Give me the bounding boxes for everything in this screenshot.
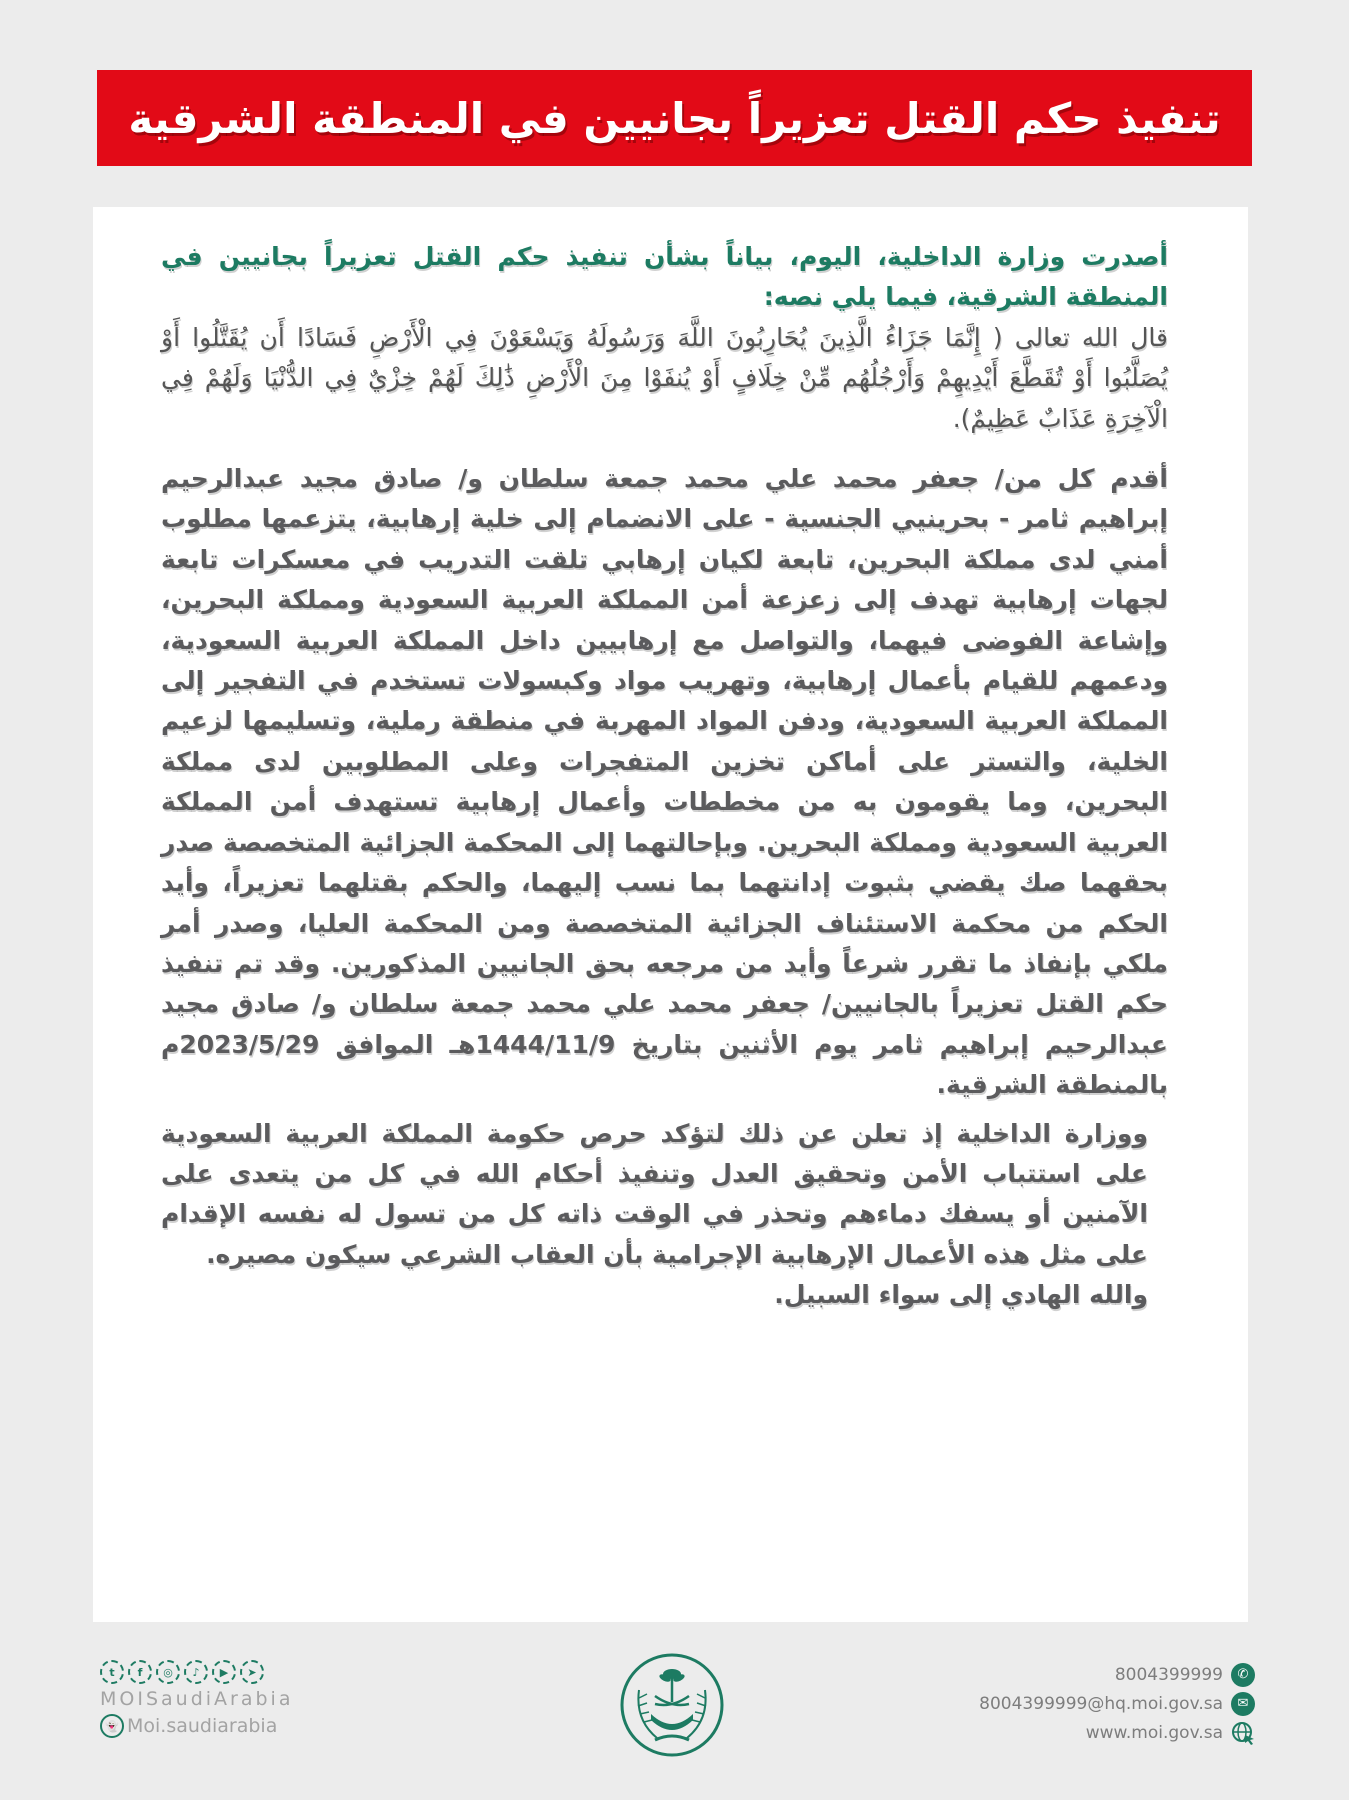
snapchat-icon[interactable]: 👻 bbox=[100, 1714, 124, 1738]
globe-icon bbox=[1231, 1721, 1255, 1745]
phone-number[interactable]: 8004399999 bbox=[1114, 1664, 1223, 1685]
statement-content bbox=[161, 237, 1168, 1316]
social-block bbox=[100, 1660, 320, 1738]
email-icon: ✉ bbox=[1231, 1692, 1255, 1716]
headline-banner bbox=[97, 70, 1252, 166]
social-handle: MOISaudiArabia bbox=[100, 1688, 294, 1710]
statement-closing: ووزارة الداخلية إذ تعلن عن ذلك لتؤكد حرص حكومة المملكة العربية السعودية على استتباب الأمن وتحقيق العدل وتنفيذ أحكام الله في كل من يتعدى على الآمنين أو يسفك دماءهم وتحذر في الوقت ذاته كل من تسول له نفسه الإقدام على مثل هذه الأعمال الإرهابية الإجرامية بأن العقاب الشرعي سيكون مصيره. bbox=[161, 1118, 1148, 1269]
website-row[interactable] bbox=[979, 1718, 1255, 1747]
statement-signoff: والله الهادي إلى سواء السبيل. bbox=[774, 1280, 1148, 1310]
youtube-icon[interactable]: ▶ bbox=[212, 1660, 236, 1684]
email-address[interactable]: 8004399999@hq.moi.gov.sa bbox=[979, 1693, 1223, 1714]
quran-verse: قال الله تعالى ( إِنَّمَا جَزَاءُ الَّذِينَ يُحَارِبُونَ اللَّهَ وَرَسُولَهُ وَيَسْعَوْنَ فِي الْأَرْضِ فَسَادًا أَن يُقَتَّلُوا أَوْ يُصَلَّبُوا أَوْ تُقَطَّعَ أَيْدِيهِمْ وَأَرْجُلُهُم مِّنْ خِلَافٍ أَوْ يُنفَوْا مِنَ الْأَرْضِ ذَٰلِكَ لَهُمْ خِزْيٌ فِي الدُّنْيَا وَلَهُمْ فِي الْآخِرَةِ عَذَابٌ عَظِيمٌ). bbox=[161, 322, 1168, 433]
phone-icon: ✆ bbox=[1231, 1663, 1255, 1687]
tiktok-icon[interactable]: ♪ bbox=[184, 1660, 208, 1684]
contact-block bbox=[979, 1660, 1255, 1747]
statement-panel bbox=[93, 207, 1248, 1622]
phone-row[interactable] bbox=[979, 1660, 1255, 1689]
saudi-emblem-icon bbox=[617, 1650, 727, 1760]
twitter-icon[interactable]: t bbox=[100, 1660, 124, 1684]
instagram-icon[interactable]: ◎ bbox=[156, 1660, 180, 1684]
headline-title: تنفيذ حكم القتل تعزيراً بجانيين في المنطقة الشرقية bbox=[128, 93, 1221, 143]
statement-body: أقدم كل من/ جعفر محمد علي محمد جمعة سلطان و/ صادق مجيد عبدالرحيم إبراهيم ثامر - بحرينيي الجنسية - على الانضمام إلى خلية إرهابية، يتزعمها مطلوب أمني لدى مملكة البحرين، تابعة لكيان إرهابي تلقت التدريب في معسكرات تابعة لجهات إرهابية تهدف إلى زعزعة أمن المملكة العربية السعودية ومملكة البحرين، وإشاعة الفوضى فيهما، والتواصل مع إرهابيين داخل المملكة العربية السعودية، ودعمهم للقيام بأعمال إرهابية، وتهريب مواد وكبسولات تستخدم في التفجير إلى المملكة العربية السعودية، ودفن المواد المهربة في منطقة رملية، وتسليمها لزعيم الخلية، والتستر على أماكن تخزين المتفجرات وعلى المطلوبين لدى مملكة البحرين، وما يقومون به من مخططات وأعمال إرهابية تستهدف أمن المملكة العربية السعودية ومملكة البحرين. وبإحالتهما إلى المحكمة الجزائية المتخصصة صدر بحقهما صك يقضي بثبوت إدانتهما بما نسب إليهما، والحكم بقتلهما تعزيراً، وأيد الحكم من محكمة الاستئناف الجزائية المتخصصة ومن المحكمة العليا، وصدر أمر ملكي بإنفاذ ما تقرر شرعاً وأيد من مرجعه بحق الجانيين المذكورين. وقد تم تنفيذ حكم القتل تعزيراً بالجانيين/ جعفر محمد علي محمد جمعة سلطان و/ صادق مجيد عبدالرحيم إبراهيم ثامر يوم الأثنين بتاريخ 1444/11/9هـ الموافق 2023/5/29م بالمنطقة الشرقية. bbox=[161, 464, 1168, 1100]
social-icons bbox=[100, 1660, 320, 1684]
ministry-emblem bbox=[617, 1650, 727, 1760]
facebook-icon[interactable]: f bbox=[128, 1660, 152, 1684]
website-link[interactable]: www.moi.gov.sa bbox=[1085, 1722, 1223, 1743]
email-row[interactable] bbox=[979, 1689, 1255, 1718]
statement-lead: أصدرت وزارة الداخلية، اليوم، بياناً بشأن تنفيذ حكم القتل تعزيراً بجانيين في المنطقة الشرقية، فيما يلي نصه: bbox=[161, 242, 1168, 312]
telegram-icon[interactable]: ➤ bbox=[240, 1660, 264, 1684]
snapchat-row[interactable] bbox=[100, 1714, 320, 1738]
snapchat-handle: Moi.saudiarabia bbox=[127, 1715, 278, 1737]
